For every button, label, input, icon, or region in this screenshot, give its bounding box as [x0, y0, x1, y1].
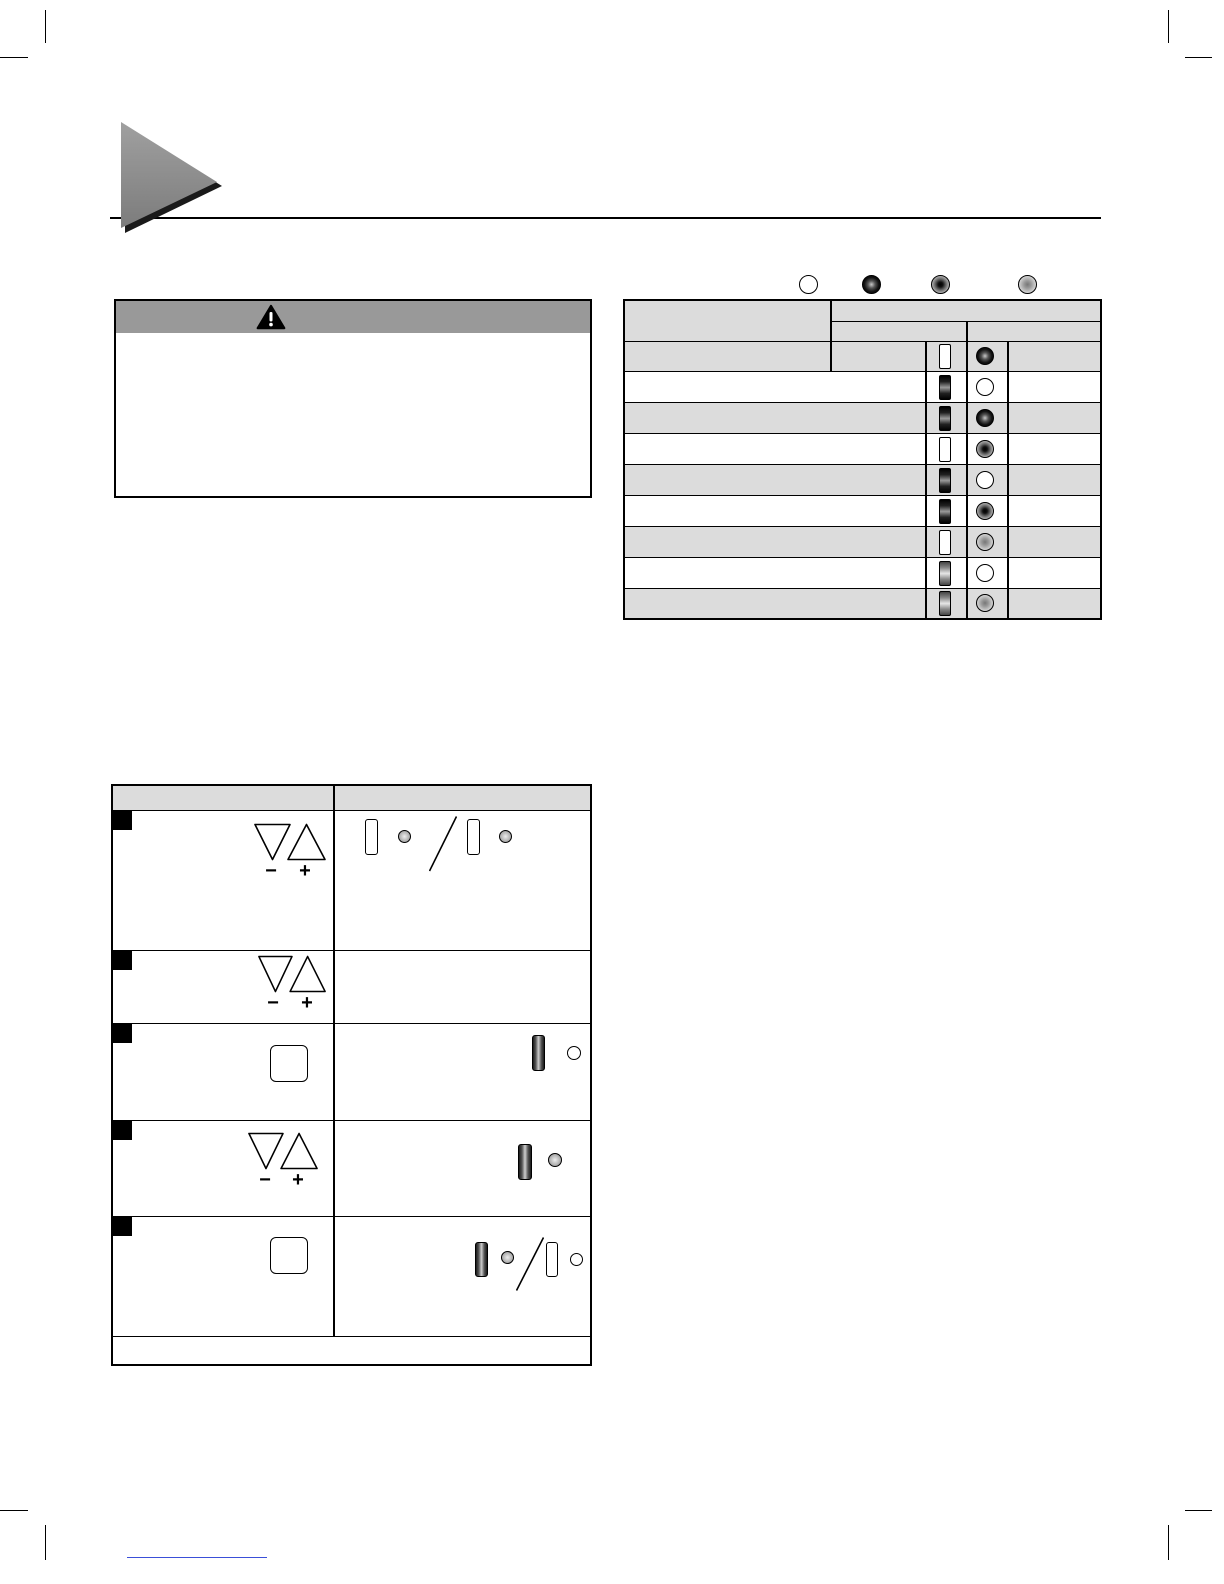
circle-indicator-icon	[1018, 275, 1037, 294]
bar-indicator-icon	[939, 499, 951, 524]
crop-mark	[0, 57, 28, 58]
warning-icon	[256, 304, 286, 330]
bar-indicator-icon	[365, 819, 378, 855]
table-footer-row	[113, 1336, 590, 1364]
cell-divider	[333, 786, 335, 810]
cell-divider	[966, 496, 968, 526]
bar-indicator-icon	[939, 437, 951, 462]
bar-indicator-icon	[939, 375, 951, 400]
circle-indicator-icon	[398, 830, 411, 843]
circle-indicator-icon	[931, 275, 950, 294]
slash-icon	[429, 816, 457, 872]
arrow-buttons-icon	[257, 955, 327, 993]
header-rule	[110, 217, 1101, 219]
warning-box	[114, 299, 592, 498]
cell-divider	[1007, 527, 1009, 557]
table-row	[625, 402, 1100, 433]
table-row	[625, 371, 1100, 402]
cell-divider	[925, 403, 927, 433]
cell-divider	[925, 434, 927, 464]
status-table	[623, 299, 1102, 620]
circle-indicator-icon	[567, 1046, 581, 1060]
plus-label: +	[301, 992, 313, 1014]
table-header	[113, 786, 590, 810]
cell-divider	[1007, 342, 1009, 371]
cell-divider	[966, 403, 968, 433]
circle-indicator-icon	[499, 830, 512, 843]
circle-indicator-icon	[976, 594, 994, 612]
table-row	[625, 495, 1100, 526]
square-button-icon	[270, 1237, 308, 1274]
cell-divider	[925, 558, 927, 588]
crop-mark	[1185, 57, 1212, 58]
square-button-icon	[270, 1045, 308, 1082]
bar-indicator-icon	[467, 819, 480, 855]
circle-indicator-icon	[976, 564, 994, 582]
steps-table	[111, 784, 592, 1366]
bar-indicator-icon	[518, 1144, 532, 1180]
step-marker	[113, 1121, 132, 1140]
minus-label: −	[259, 1169, 271, 1191]
crop-mark	[45, 1525, 46, 1560]
step-row	[113, 1120, 590, 1216]
cell-divider	[830, 321, 1100, 323]
arrow-buttons-icon	[247, 1132, 319, 1170]
bar-indicator-icon	[475, 1242, 488, 1277]
cell-divider	[1007, 465, 1009, 495]
cell-divider	[966, 465, 968, 495]
cell-divider	[333, 1121, 335, 1216]
step-row	[113, 810, 590, 950]
table-row	[625, 526, 1100, 557]
cell-divider	[1007, 558, 1009, 588]
bar-indicator-icon	[939, 530, 951, 555]
step-marker	[113, 951, 132, 970]
table-row	[625, 341, 1100, 371]
plus-label: +	[299, 860, 311, 882]
circle-indicator-icon	[570, 1253, 583, 1266]
cell-divider	[966, 342, 968, 371]
table-row	[625, 588, 1100, 618]
circle-indicator-icon	[976, 347, 994, 365]
circle-indicator-icon	[501, 1251, 514, 1264]
minus-label: −	[265, 860, 277, 882]
circle-indicator-icon	[799, 275, 818, 294]
table-row	[625, 557, 1100, 588]
cell-divider	[333, 1217, 335, 1336]
circle-indicator-icon	[548, 1153, 562, 1167]
link-underline[interactable]	[127, 1557, 267, 1558]
cell-divider	[925, 372, 927, 402]
step-row	[113, 1023, 590, 1120]
crop-mark	[45, 10, 46, 43]
circle-indicator-icon	[976, 471, 994, 489]
cell-divider	[925, 496, 927, 526]
warning-header	[116, 301, 590, 333]
cell-divider	[830, 342, 832, 371]
plus-label: +	[292, 1169, 304, 1191]
cell-divider	[966, 558, 968, 588]
bar-indicator-icon	[939, 406, 951, 431]
bar-indicator-icon	[939, 468, 951, 493]
crop-mark	[1168, 10, 1169, 43]
bar-indicator-icon	[546, 1242, 558, 1277]
cell-divider	[1007, 496, 1009, 526]
cell-divider	[925, 465, 927, 495]
table-header	[625, 301, 1100, 341]
slash-icon	[516, 1237, 544, 1291]
cell-divider	[333, 811, 335, 950]
cell-divider	[1007, 372, 1009, 402]
step-marker	[113, 1024, 132, 1043]
table-row	[625, 464, 1100, 495]
circle-indicator-icon	[976, 502, 994, 520]
crop-mark	[1185, 1510, 1212, 1511]
cell-divider	[966, 589, 968, 618]
step-marker	[113, 811, 132, 830]
arrow-buttons-icon	[253, 823, 327, 861]
bar-indicator-icon	[939, 591, 951, 616]
cell-divider	[1007, 434, 1009, 464]
cell-divider	[333, 1024, 335, 1120]
bar-indicator-icon	[532, 1035, 545, 1071]
minus-label: −	[267, 992, 279, 1014]
circle-indicator-icon	[862, 275, 881, 294]
indicator-legend	[790, 270, 1050, 300]
table-row	[625, 433, 1100, 464]
cell-divider	[1007, 589, 1009, 618]
bar-indicator-icon	[939, 344, 951, 369]
cell-divider	[966, 321, 968, 341]
step-row	[113, 1216, 590, 1336]
cell-divider	[925, 589, 927, 618]
circle-indicator-icon	[976, 440, 994, 458]
cell-divider	[966, 372, 968, 402]
cell-divider	[966, 527, 968, 557]
crop-mark	[0, 1510, 28, 1511]
step-marker	[113, 1217, 132, 1236]
cell-divider	[966, 434, 968, 464]
cell-divider	[925, 527, 927, 557]
crop-mark	[1168, 1525, 1169, 1560]
circle-indicator-icon	[976, 533, 994, 551]
cell-divider	[925, 342, 927, 371]
play-triangle-icon	[110, 115, 235, 240]
bar-indicator-icon	[939, 561, 951, 586]
cell-divider	[333, 951, 335, 1023]
circle-indicator-icon	[976, 378, 994, 396]
circle-indicator-icon	[976, 409, 994, 427]
step-row	[113, 950, 590, 1023]
cell-divider	[1007, 403, 1009, 433]
